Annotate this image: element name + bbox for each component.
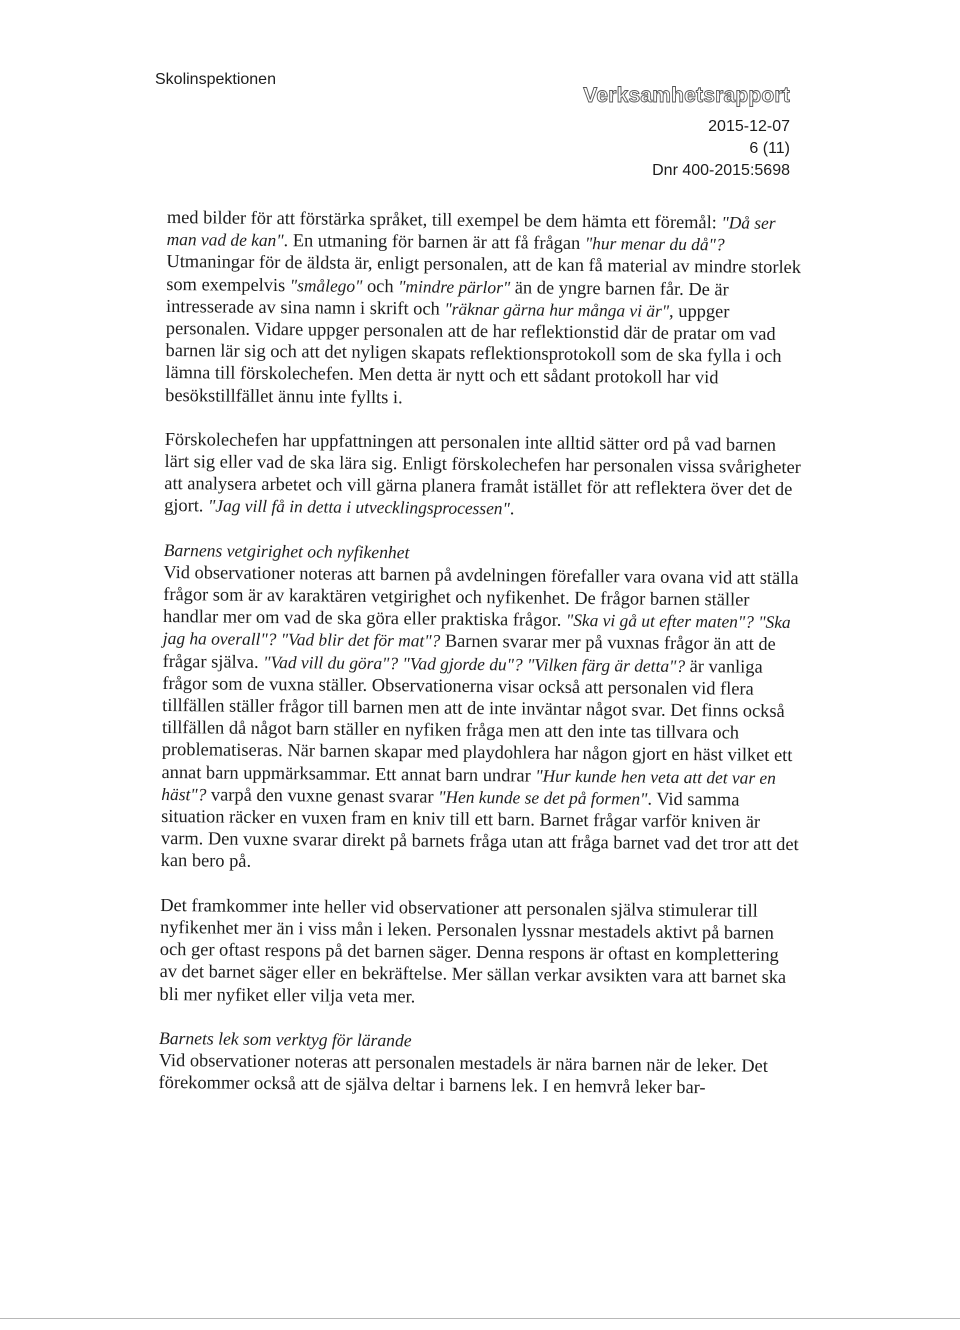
paragraph <box>164 428 805 523</box>
text: Förskolechefen har uppfattningen att personalen inte alltid sätter ord på vad barnen lärt sig eller vad de ska lära sig. Enligt förskolechefen har personalen vissa svårigheter att analysera arbetet och vill gärna planera framåt istället för att reflektera över det de gjort. <box>164 428 801 516</box>
text: varpå den vuxne genast svarar <box>206 784 439 807</box>
quote: "Ska vi gå ut efter maten"? "Ska jag ha overall"? "Vad blir det för mat"? <box>162 610 791 652</box>
quote: "Vad vill du göra"? "Vad gjorde du"? "Vilken färg är detta"? <box>263 651 686 676</box>
section-heading: Barnets lek som verktyg för lärande <box>158 1027 412 1051</box>
quote: "smålego" <box>289 274 363 296</box>
document-date: 2015-12-07 <box>708 118 790 135</box>
paragraph: Det framkommer inte heller vid observationer att personalen själva stimulerar till nyfikenhet mer än i viss mån i leken. Personalen lyssnar mestadels aktivt på barnen och ger oftast respons på det barnen säger. Denna respons är oftast en komplettering av det barnet säger eller en bekräftelse. Mer sällan verkar avsikten vara att barnet ska bli mer nyfiket eller vilja veta mer. <box>159 894 787 1006</box>
paragraph: Vid observationer noteras att personalen mestadels är nära barnen när de leker. Det förekommer också att de själva deltar i barnens lek. I en hemvrå leker bar- <box>158 1049 768 1098</box>
text: är vanliga frågor som de vuxna ställer. Observationerna visar också att personalen vid flera tillfällen ställer frågor till barnen men att de inte inväntar något svar. Det finns också tillfällen då något barn ställer en nyfiken fråga men att den inte tas tillvara och problematiseras. När barnen skapar med playdohlera har någon gjort en häst vilket ett annat barn uppmärksammar. Ett annat barn undrar <box>161 655 793 786</box>
quote: "Då ser man vad de kan" <box>166 212 776 251</box>
text: Barnen svarar mer på vuxnas frågor än att de frågar själva. <box>162 631 776 672</box>
quote: "Jag vill få in detta i utvecklingsprocessen" <box>207 495 510 519</box>
text: . Vid samma situation räcker en vuxen fram en kniv till ett barn. Barnet frågar varför kniven är varm. Den vuxne svarar direkt på barnets fråga utan att fråga barnet vad det tror att det kan bero på. <box>160 788 799 872</box>
text: Vid observationer noteras att barnen på avdelningen förefaller vara ovana vid att ställa frågor som är av karaktären vetgirighet och nyfikenhet. De frågor barnen ställer handlar mer om vad de ska göra eller praktiska frågor. <box>162 561 799 631</box>
quote: "hur menar du då"? <box>584 233 725 255</box>
quote: "mindre pärlor" <box>398 275 511 297</box>
report-body <box>158 206 806 1099</box>
quote: "Hen kunde se det på formen" <box>438 786 648 809</box>
text: , uppger personalen. Vidare uppger personalen att de har reflektionstid där de pratar om vad barnen lär sig och att det nyligen skapats reflektionsprotokoll som de ska fylla i och lämna till förskolechefen. Men detta är nytt och ett sådant protokoll har vid besökstillfället ännu inte fyllts i. <box>165 300 782 407</box>
section-heading: Barnens vetgirighet och nyfikenhet <box>163 539 410 562</box>
registration-number: Dnr 400-2015:5698 <box>652 162 790 179</box>
paragraph <box>161 561 804 878</box>
paragraph <box>165 206 807 412</box>
text: med bilder för att förstärka språket, till exempel be dem hämta ett föremål: <box>166 206 722 233</box>
quote: "räknar gärna hur många vi är" <box>444 298 670 321</box>
organization-name: Skolinspektionen <box>155 71 276 88</box>
document-meta <box>652 116 790 182</box>
text: Utmaningar för de äldsta är, enligt personalen, att de kan få material av mindre storlek som exempelvis <box>166 251 802 295</box>
page-number: 6 (11) <box>749 140 790 157</box>
text: och <box>362 275 399 296</box>
text: . <box>509 498 515 519</box>
quote: "Hur kunde hen veta att det var en häst"? <box>161 765 777 805</box>
page-edge-divider <box>0 1318 960 1319</box>
document-type: Verksamhetsrapport <box>583 84 790 107</box>
text: . En utmaning för barnen är att få frågan <box>283 230 585 254</box>
text: än de yngre barnen får. De är intresserade av sina namn i skrift och <box>165 276 729 319</box>
